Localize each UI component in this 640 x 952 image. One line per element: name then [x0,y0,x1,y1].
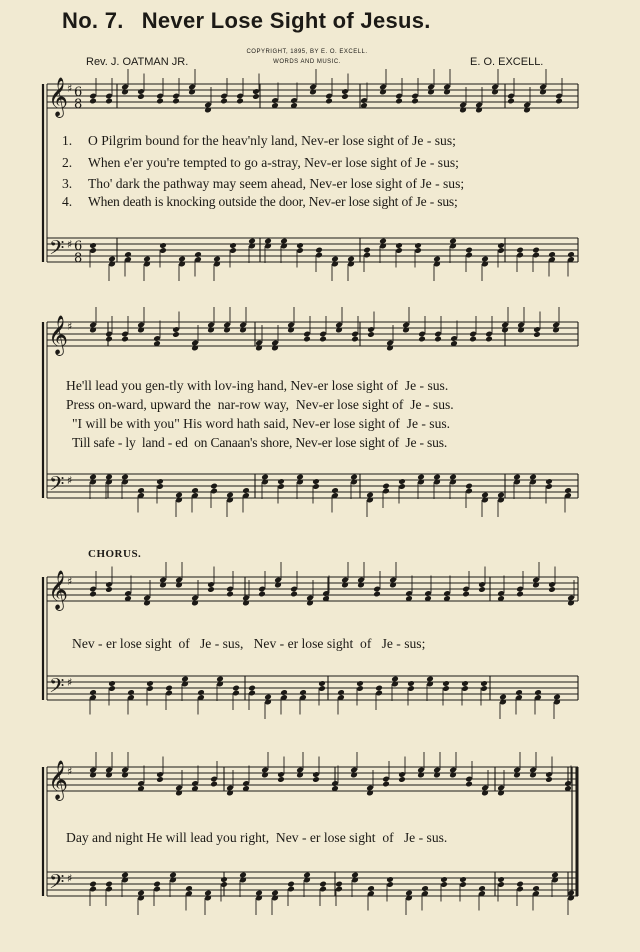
system-4-bass-note [386,876,394,883]
system-1-bass-note [481,256,489,263]
system-1-bass-note [414,242,422,249]
system-1-time-sig-bottom: 8 [74,97,83,112]
stanza-2-line-2: Press on-ward, upward the nar-row way, Nev-er lose sight of Je - sus. [66,397,454,412]
system-1-bass-note [229,242,237,249]
system-4-bass-note [367,885,375,892]
system-2-bass-note [545,478,553,485]
system-2-bass-note [175,492,183,499]
system-4-bass-note [287,881,295,888]
system-1-bass-time-sig-top: 6 [74,239,83,254]
system-2-bass-note [277,478,285,485]
system-2-treble-note [533,331,541,338]
system-2-bass-note [226,492,234,499]
system-2-treble-note [319,336,327,343]
system-1-bass-note [264,238,272,245]
system-3-bass-note [299,689,307,696]
system-2-bass-note [242,487,250,494]
system-3-bass-note [426,676,434,683]
system-2-bass-note [417,474,425,481]
system-3-bass-note [337,689,345,696]
system-1-bass-clef-icon: 𝄢 [49,236,65,264]
system-1-treble-note [555,98,563,105]
system-2-bass-note [529,474,537,481]
system-1-bass-note [178,256,186,263]
system-1-bass-note [497,242,505,249]
stanza-3-line-1: Tho' dark the pathway may seem ahead, Nev-er lose sight of Je - sus; [88,176,465,191]
system-4-bass-note [121,872,129,879]
system-1-treble-note [252,93,260,100]
system-3-key-sharp-icon: ♯ [67,575,73,588]
system-3-bass-note [108,680,116,687]
system-1-treble-note [325,98,333,105]
system-4-bass-note [239,872,247,879]
system-4-bass-note [405,890,413,897]
system-1-treble-note [395,98,403,105]
stanza-2-number: 2. [62,155,73,170]
system-2-bass-note [497,492,505,499]
system-4-treble-note [156,776,164,783]
system-1-bass-note [465,247,473,254]
system-1-treble-note [236,98,244,105]
system-4-bass-note [89,881,97,888]
system-3-bass-note [407,680,415,687]
system-3-treble-note [207,586,215,593]
system-2-bass-note [312,478,320,485]
stanza-3-number: 3. [62,176,73,191]
system-2-key-sharp-icon: ♯ [67,320,73,333]
system-2-bass-note [261,474,269,481]
system-4-bass-note [497,876,505,883]
system-2-treble-note [121,336,129,343]
system-3-bass-note [232,685,240,692]
system-1-bass-note [567,251,575,258]
system-4-treble-note [277,776,285,783]
system-4-bass-note [532,885,540,892]
system-4-bass-key-sharp-icon: ♯ [67,872,73,885]
system-1-bass-note [280,238,288,245]
system-2-bass-note [398,478,406,485]
system-4-treble-note [382,781,390,788]
system-2-bass-note [564,487,572,494]
system-4-bass-note [551,872,559,879]
system-4-bass-note [105,881,113,888]
system-1-treble-note [89,98,97,105]
system-1-bass-note [433,256,441,263]
system-4-bass-note [137,890,145,897]
system-4-bass-note [303,872,311,879]
chorus-line-2: Day and night He will lead you right, Nev - er lose sight of Je - sus. [66,830,448,845]
system-2-bass-note [296,474,304,481]
system-2-bass-note [210,483,218,490]
system-3-bass-note [318,680,326,687]
chorus-label: CHORUS. [88,548,142,560]
system-1-key-sharp-icon: ♯ [67,82,73,95]
system-4-treble-note [398,776,406,783]
system-2-bass-note [137,487,145,494]
system-3-treble-clef-icon: 𝄞 [48,570,69,610]
system-1-treble-note [172,98,180,105]
system-2-bass-note [382,483,390,490]
system-4-treble-clef-icon: 𝄞 [48,760,69,800]
system-1-bass-note [395,242,403,249]
system-2-treble-note [485,336,493,343]
system-2-bass-note [449,474,457,481]
system-4-treble-note [210,781,218,788]
system-3-bass-note [499,694,507,701]
system-3-treble-note [373,591,381,598]
system-1-treble-note [411,98,419,105]
system-3-bass-note [248,685,256,692]
system-2-bass-key-sharp-icon: ♯ [67,474,73,487]
system-2-treble-note [351,336,359,343]
system-1-bass-note [248,238,256,245]
system-4-bass-note [459,876,467,883]
system-4-key-sharp-icon: ♯ [67,765,73,778]
system-3-treble-note [516,591,524,598]
system-2-bass-note [433,474,441,481]
system-3-treble-note [548,586,556,593]
system-2-bass-note [191,487,199,494]
system-2-bass-note [331,487,339,494]
system-4-bass-note [440,876,448,883]
system-4-bass-note [421,885,429,892]
hymn-number: No. 7. [62,8,124,33]
system-4-bass-note [516,881,524,888]
system-2-treble-note [367,331,375,338]
system-2-bass-note [350,474,358,481]
system-1-treble-note [156,98,164,105]
system-4-bass-note [271,890,279,897]
system-1-time-sig-top: 6 [74,85,83,100]
copyright-line-2: WORDS AND MUSIC. [273,59,341,65]
system-3-bass-note [553,694,561,701]
system-2-treble-note [172,331,180,338]
system-3-bass-note [165,685,173,692]
system-2-bass-note [481,492,489,499]
stanza-1-line-2: He'll lead you gen-tly with lov-ing hand, Nev-er lose sight of Je - sus. [66,378,449,393]
system-4-treble-note [465,781,473,788]
system-3-treble-note [89,591,97,598]
system-1-bass-note [315,247,323,254]
system-3-bass-note [197,689,205,696]
system-1-bass-note [363,247,371,254]
system-3-bass-note [515,689,523,696]
system-2-bass-note [156,478,164,485]
system-2-bass-clef-icon: 𝄢 [49,472,65,500]
system-4-bass-note [351,872,359,879]
system-3-bass-note [391,676,399,683]
system-3-treble-note [226,591,234,598]
system-4-bass-note [185,885,193,892]
stanza-4-line-1: When death is knocking outside the door, Nev-er lose sight of Je - sus; [88,194,458,209]
system-3-bass-note [89,689,97,696]
system-2-treble-note [303,336,311,343]
system-1-bass-note [89,242,97,249]
system-4-treble-note [312,776,320,783]
system-1-bass-note [296,242,304,249]
stanza-4-line-2: Till safe - ly land - ed on Canaan's shore, Nev-er lose sight of Je - sus. [72,435,448,450]
system-4-treble-note [545,776,553,783]
system-2-treble-note [469,336,477,343]
system-1-bass-note [379,238,387,245]
system-1-bass-note [449,238,457,245]
system-4-bass-note [255,890,263,897]
system-3-bass-note [280,689,288,696]
system-2-bass-note [105,474,113,481]
system-2-bass-note [513,474,521,481]
system-3-bass-note [480,680,488,687]
stanza-1-number: 1. [62,133,73,148]
system-4-bass-note [319,881,327,888]
system-1-treble-note [341,93,349,100]
system-4-bass-note [169,872,177,879]
stanza-2-line-1: When e'er you're tempted to go a-stray, Nev-er lose sight of Je - sus; [88,155,459,170]
system-1-bass-note [124,251,132,258]
copyright-line-1: COPYRIGHT, 1895, BY E. O. EXCELL. [246,49,368,55]
system-3-treble-note [478,586,486,593]
system-3-treble-note [290,591,298,598]
stanza-4-number: 4. [62,194,73,209]
author-credit: Rev. J. OATMAN JR. [86,56,189,68]
composer-credit: E. O. EXCELL. [470,56,544,68]
system-2-treble-note [434,336,442,343]
system-3-bass-clef-icon: 𝄢 [49,674,65,702]
system-1-bass-key-sharp-icon: ♯ [67,238,73,251]
stanza-3-line-2: "I will be with you" His word hath said, Nev-er lose sight of Je - sus. [72,416,451,431]
system-2-treble-note [105,336,113,343]
system-1-bass-note [143,256,151,263]
system-1-bass-note [108,256,116,263]
system-1-bass-note [213,256,221,263]
system-3-bass-note [461,680,469,687]
system-4-bass-note [478,885,486,892]
system-3-treble-note [105,586,113,593]
system-3-bass-note [534,689,542,696]
system-1-treble-clef-icon: 𝄞 [48,77,69,117]
system-2-treble-note [418,336,426,343]
system-1-bass-note [159,242,167,249]
system-1-bass-note [516,247,524,254]
chorus-line-1: Nev - er lose sight of Je - sus, Nev - er lose sight of Je - sus; [72,636,426,651]
system-4-bass-note [335,881,343,888]
system-3-bass-note [127,689,135,696]
system-1-bass-note [194,251,202,258]
system-2-bass-note [366,492,374,499]
system-4-bass-clef-icon: 𝄢 [49,870,65,898]
system-1-bass-note [331,256,339,263]
system-3-bass-note [375,685,383,692]
system-4-bass-note [153,881,161,888]
hymn-title: Never Lose Sight of Jesus. [141,8,431,33]
system-3-treble-note [462,591,470,598]
system-1-bass-note [548,251,556,258]
system-1-treble-note [105,98,113,105]
system-3-bass-note [216,676,224,683]
system-1-bass-note [347,256,355,263]
stanza-1-line-1: O Pilgrim bound for the heav'nly land, Nev-er lose sight of Je - sus; [88,133,456,148]
system-2-treble-clef-icon: 𝄞 [48,315,69,355]
system-3-bass-note [146,680,154,687]
system-4-bass-note [204,890,212,897]
system-4-bass-note [220,876,228,883]
system-3-bass-note [442,680,450,687]
system-1-bass-note [532,247,540,254]
system-3-bass-key-sharp-icon: ♯ [67,676,73,689]
system-1-bass-time-sig-bottom: 8 [74,251,83,266]
system-1-treble-note [507,98,515,105]
system-3-bass-note [356,680,364,687]
system-2-bass-note [121,474,129,481]
system-3-bass-note [264,694,272,701]
system-2-bass-note [89,474,97,481]
system-3-treble-note [258,591,266,598]
system-2-bass-note [465,483,473,490]
system-1-treble-note [220,98,228,105]
system-3-bass-note [181,676,189,683]
system-1-treble-note [137,93,145,100]
